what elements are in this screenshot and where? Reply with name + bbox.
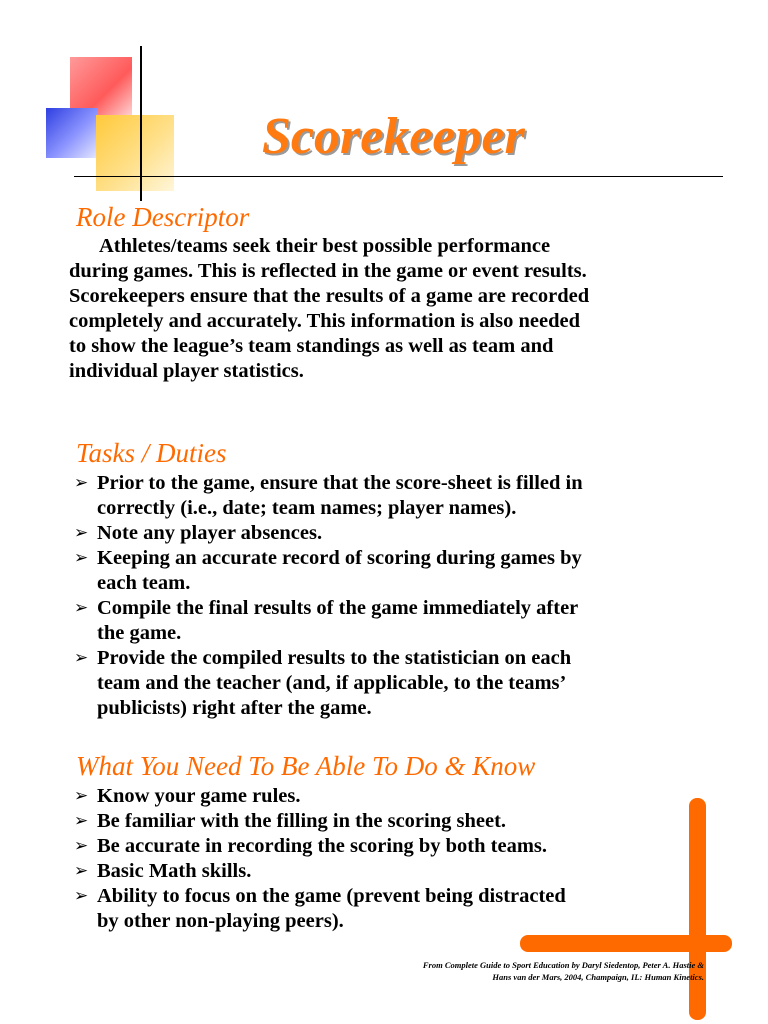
list-item	[74, 646, 714, 721]
title-divider	[74, 176, 723, 177]
list-item-text: Prior to the game, ensure that the score-sheet is filled in	[97, 472, 583, 494]
decorative-yellow-square	[96, 115, 174, 191]
arrow-bullet-icon: ➢	[74, 811, 89, 831]
decorative-vertical-line	[140, 46, 142, 201]
list-item	[74, 784, 714, 809]
list-item	[74, 809, 714, 834]
list-item	[74, 884, 714, 934]
arrow-bullet-icon: ➢	[74, 473, 89, 493]
decorative-red-square	[70, 57, 132, 115]
list-item-text: publicists) right after the game.	[97, 697, 372, 719]
role-descriptor-heading: Role Descriptor	[76, 202, 250, 232]
skills-heading: What You Need To Be Able To Do & Know	[76, 751, 536, 781]
role-line: during games. This is reflected in the game or event results.	[69, 260, 587, 282]
arrow-bullet-icon: ➢	[74, 598, 89, 618]
list-item-text: Know your game rules.	[97, 785, 301, 807]
role-descriptor-text	[69, 234, 709, 384]
list-item	[74, 859, 714, 884]
list-item-text: by other non-playing peers).	[97, 910, 344, 932]
list-item	[74, 596, 714, 646]
role-line: to show the league’s team standings as well as team and	[69, 335, 554, 357]
list-item-text: Compile the final results of the game immediately after	[97, 597, 579, 619]
list-item-text: correctly (i.e., date; team names; player names).	[97, 497, 517, 519]
role-line: Scorekeepers ensure that the results of a game are recorded	[69, 285, 590, 307]
list-item	[74, 521, 714, 546]
arrow-bullet-icon: ➢	[74, 548, 89, 568]
arrow-bullet-icon: ➢	[74, 786, 89, 806]
list-item-text: Be accurate in recording the scoring by both teams.	[97, 835, 547, 857]
arrow-bullet-icon: ➢	[74, 523, 89, 543]
list-item	[74, 471, 714, 521]
source-citation	[423, 959, 704, 983]
list-item-text: each team.	[97, 572, 191, 594]
arrow-bullet-icon: ➢	[74, 886, 89, 906]
arrow-bullet-icon: ➢	[74, 648, 89, 668]
list-item-text: team and the teacher (and, if applicable, to the teams’	[97, 672, 567, 694]
role-line: Athletes/teams seek their best possible performance	[99, 235, 551, 257]
list-item-text: Be familiar with the filling in the scoring sheet.	[97, 810, 507, 832]
tasks-list	[74, 471, 714, 721]
list-item	[74, 834, 714, 859]
list-item-text: the game.	[97, 622, 182, 644]
skills-list	[74, 784, 714, 934]
citation-line: Hans van der Mars, 2004, Champaign, IL: Human Kinetics.	[492, 972, 704, 982]
citation-line: From Complete Guide to Sport Education by Daryl Siedentop, Peter A. Hastie &	[422, 960, 704, 970]
page-title: Scorekeeper	[262, 108, 525, 165]
arrow-bullet-icon: ➢	[74, 861, 89, 881]
role-line: completely and accurately. This information is also needed	[69, 310, 580, 332]
list-item-text: Provide the compiled results to the statistician on each	[97, 647, 572, 669]
decorative-orange-horizontal-bar	[520, 935, 732, 952]
list-item-text: Basic Math skills.	[97, 860, 252, 882]
list-item-text: Note any player absences.	[97, 522, 323, 544]
tasks-heading: Tasks / Duties	[76, 438, 227, 468]
list-item-text: Keeping an accurate record of scoring during games by	[97, 547, 582, 569]
decorative-blue-square	[46, 108, 98, 158]
arrow-bullet-icon: ➢	[74, 836, 89, 856]
role-line: individual player statistics.	[69, 360, 304, 382]
list-item-text: Ability to focus on the game (prevent being distracted	[97, 885, 566, 907]
decorative-orange-vertical-bar	[689, 798, 706, 1020]
list-item	[74, 546, 714, 596]
